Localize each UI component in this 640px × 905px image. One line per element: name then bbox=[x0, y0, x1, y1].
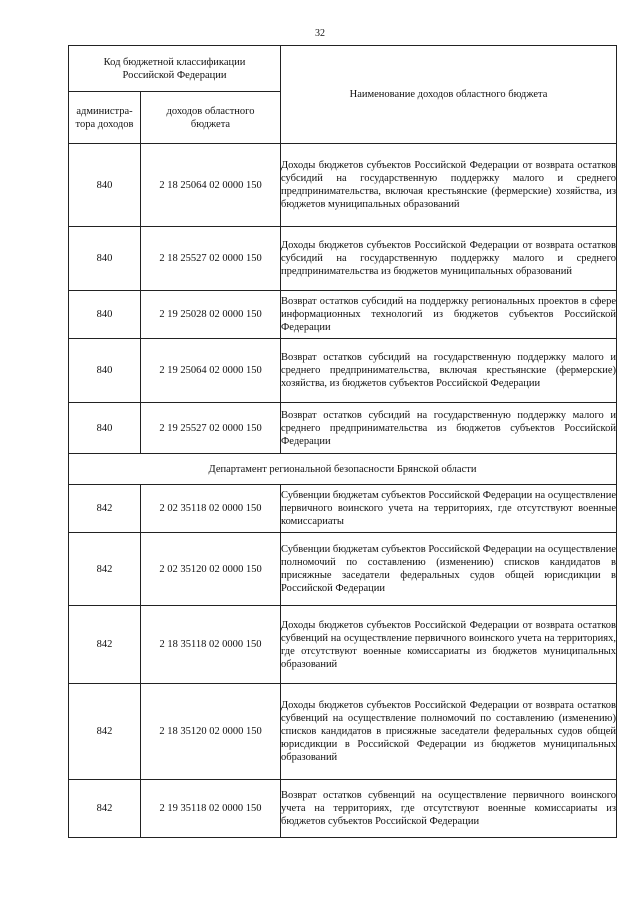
revenue-name: Субвенции бюджетам субъектов Российской Федерации на осуществление первичного воинского учета на территориях, где отсутствуют военные комиссариаты bbox=[281, 485, 617, 533]
revenue-name: Возврат остатков субсидий на поддержку региональных проектов в сфере информационных технологий из бюджетов субъектов Российской Федерации bbox=[281, 291, 617, 339]
revenue-name: Доходы бюджетов субъектов Российской Федерации от возврата остатков субсидий на государственную поддержку малого и среднего предпринимательства, включая крестьянские (фермерские) хозяйства, из бюджетов муниципальных образований bbox=[281, 144, 617, 227]
budget-code: 2 19 25064 02 0000 150 bbox=[141, 339, 281, 403]
budget-code: 2 02 35118 02 0000 150 bbox=[141, 485, 281, 533]
revenue-name: Доходы бюджетов субъектов Российской Федерации от возврата остатков субсидий на государственную поддержку малого и среднего предпринимательства из бюджетов муниципальных образований bbox=[281, 227, 617, 291]
admin-code: 842 bbox=[69, 533, 141, 606]
section-title: Департамент региональной безопасности Брянской области bbox=[69, 454, 617, 485]
admin-code: 840 bbox=[69, 291, 141, 339]
table-row bbox=[69, 227, 617, 291]
revenue-name: Возврат остатков субсидий на государственную поддержку малого и среднего предпринимательства, включая крестьянские (фермерские) хозяйства, из бюджетов субъектов Российской Федерации bbox=[281, 339, 617, 403]
budget-code: 2 02 35120 02 0000 150 bbox=[141, 533, 281, 606]
budget-code: 2 18 35120 02 0000 150 bbox=[141, 684, 281, 780]
revenue-name: Доходы бюджетов субъектов Российской Федерации от возврата остатков субвенций на осуществление полномочий по составлению (изменению) списков кандидатов в присяжные заседатели федеральных судов общей юрисдикции в Российской Федерации из бюджетов муниципальных образований bbox=[281, 684, 617, 780]
budget-classification-table bbox=[68, 45, 617, 838]
admin-code: 840 bbox=[69, 144, 141, 227]
admin-code: 842 bbox=[69, 684, 141, 780]
header-code: доходов областного бюджета bbox=[141, 92, 281, 144]
page-number: 32 bbox=[315, 28, 325, 39]
admin-code: 842 bbox=[69, 780, 141, 838]
table-row bbox=[69, 403, 617, 454]
table-row bbox=[69, 144, 617, 227]
section-row bbox=[69, 454, 617, 485]
budget-code: 2 18 35118 02 0000 150 bbox=[141, 606, 281, 684]
header-revenue-name: Наименование доходов областного бюджета bbox=[281, 46, 617, 144]
table-row bbox=[69, 291, 617, 339]
table-row bbox=[69, 606, 617, 684]
admin-code: 840 bbox=[69, 403, 141, 454]
revenue-name: Доходы бюджетов субъектов Российской Федерации от возврата остатков субвенций на осуществление первичного воинского учета на территориях, где отсутствуют военные комиссариаты из бюджетов муниципальных образований bbox=[281, 606, 617, 684]
revenue-name: Возврат остатков субвенций на осуществление первичного воинского учета на территориях, где отсутствуют военные комиссариаты из бюджетов субъектов Российской Федерации bbox=[281, 780, 617, 838]
admin-code: 842 bbox=[69, 485, 141, 533]
admin-code: 840 bbox=[69, 339, 141, 403]
budget-code: 2 18 25064 02 0000 150 bbox=[141, 144, 281, 227]
table-row bbox=[69, 339, 617, 403]
header-classification-code: Код бюджетной классификации Российской Федерации bbox=[69, 46, 281, 92]
table-row bbox=[69, 485, 617, 533]
table-row bbox=[69, 684, 617, 780]
budget-code: 2 19 25527 02 0000 150 bbox=[141, 403, 281, 454]
revenue-name: Возврат остатков субсидий на государственную поддержку малого и среднего предпринимательства из бюджетов субъектов Российской Федерации bbox=[281, 403, 617, 454]
table-header-row bbox=[69, 46, 617, 92]
budget-code: 2 19 25028 02 0000 150 bbox=[141, 291, 281, 339]
revenue-name: Субвенции бюджетам субъектов Российской Федерации на осуществление полномочий по составлению (изменению) списков кандидатов в присяжные заседатели федеральных судов общей юрисдикции в Российской Федерации bbox=[281, 533, 617, 606]
header-admin: администра-тора доходов bbox=[69, 92, 141, 144]
admin-code: 840 bbox=[69, 227, 141, 291]
table-row bbox=[69, 780, 617, 838]
budget-code: 2 18 25527 02 0000 150 bbox=[141, 227, 281, 291]
admin-code: 842 bbox=[69, 606, 141, 684]
table-row bbox=[69, 533, 617, 606]
budget-code: 2 19 35118 02 0000 150 bbox=[141, 780, 281, 838]
